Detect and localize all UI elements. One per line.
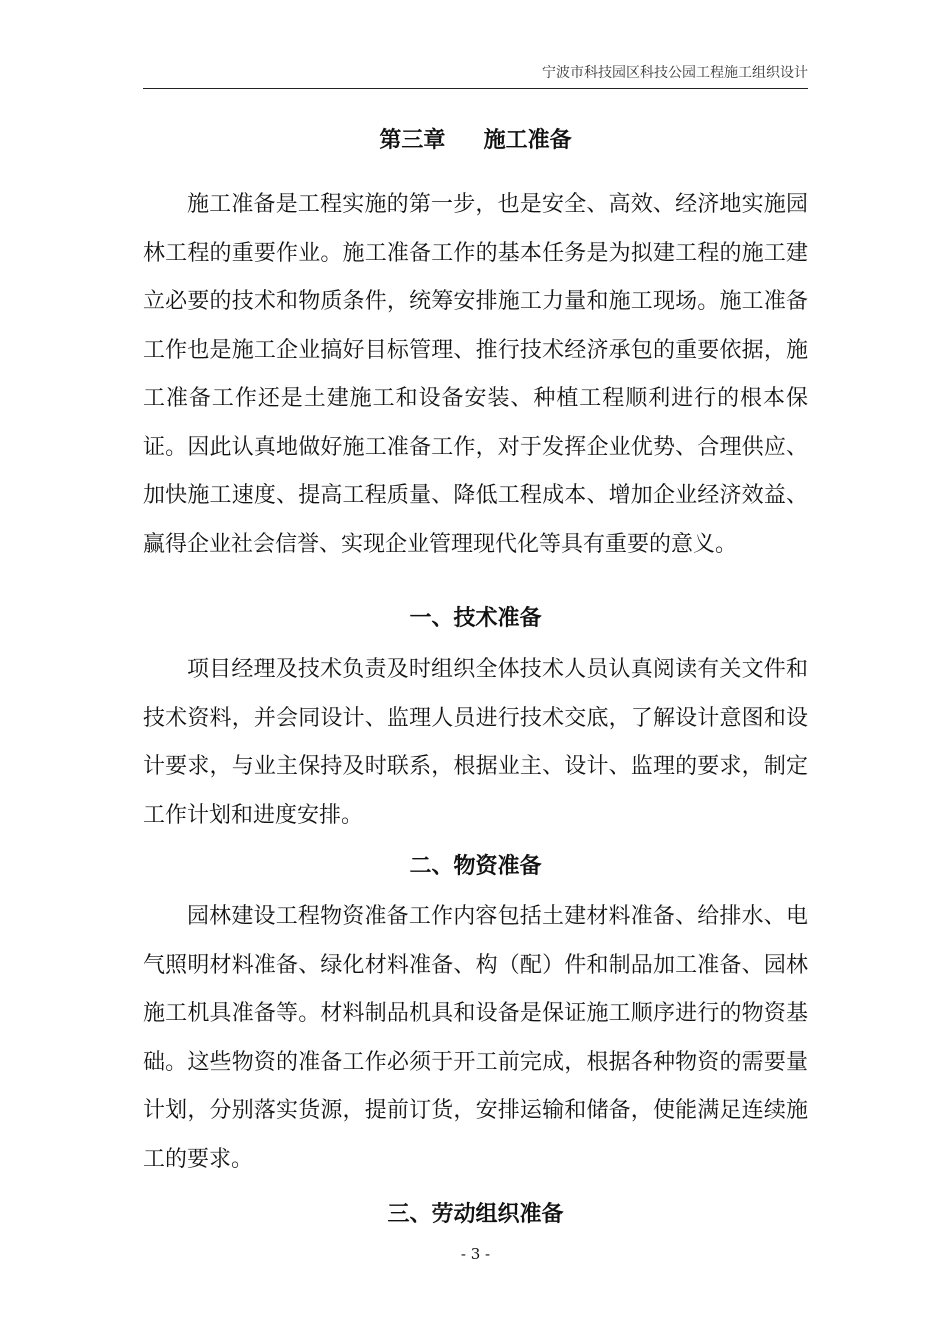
chapter-title: 第三章 施工准备 [379, 127, 572, 153]
section-title-materials: 二、物资准备 [409, 853, 542, 879]
section-title-labor: 三、劳动组织准备 [387, 1201, 564, 1227]
intro-paragraph: 施工准备是工程实施的第一步，也是安全、高效、经济地实施园林工程的重要作业。施工准备工作的基本任务是为拟建工程的施工建立必要的技术和物质条件，统筹安排施工力量和施工现场。施工准备工作也是施工企业搞好目标管理、推行技术经济承包的重要依据，施工准备工作还是土建施工和设备安装、种植工程顺利进行的根本保证。因此认真地做好施工准备工作，对于发挥企业优势、合理供应、加快施工速度、提高工程质量、降低工程成本、增加企业经济效益、赢得企业社会信誉、实现企业管理现代化等具有重要的意义。 [143, 192, 808, 557]
section-paragraph-materials: 园林建设工程物资准备工作内容包括土建材料准备、给排水、电气照明材料准备、绿化材料准备、构（配）件和制品加工准备、园林施工机具准备等。材料制品机具和设备是保证施工顺序进行的物资基础。这些物资的准备工作必须于开工前完成，根据各种物资的需要量计划，分别落实货源，提前订货，安排运输和储备，使能满足连续施工的要求。 [143, 904, 808, 1172]
running-header: 宁波市科技园区科技公园工程施工组织设计 [143, 62, 808, 89]
section-title-technical: 一、技术准备 [409, 605, 542, 631]
page-number: - 3 - [460, 1245, 491, 1263]
section-paragraph-technical: 项目经理及技术负责及时组织全体技术人员认真阅读有关文件和技术资料，并会同设计、监理人员进行技术交底，了解设计意图和设计要求，与业主保持及时联系，根据业主、设计、监理的要求，制定工作计划和进度安排。 [143, 657, 808, 828]
